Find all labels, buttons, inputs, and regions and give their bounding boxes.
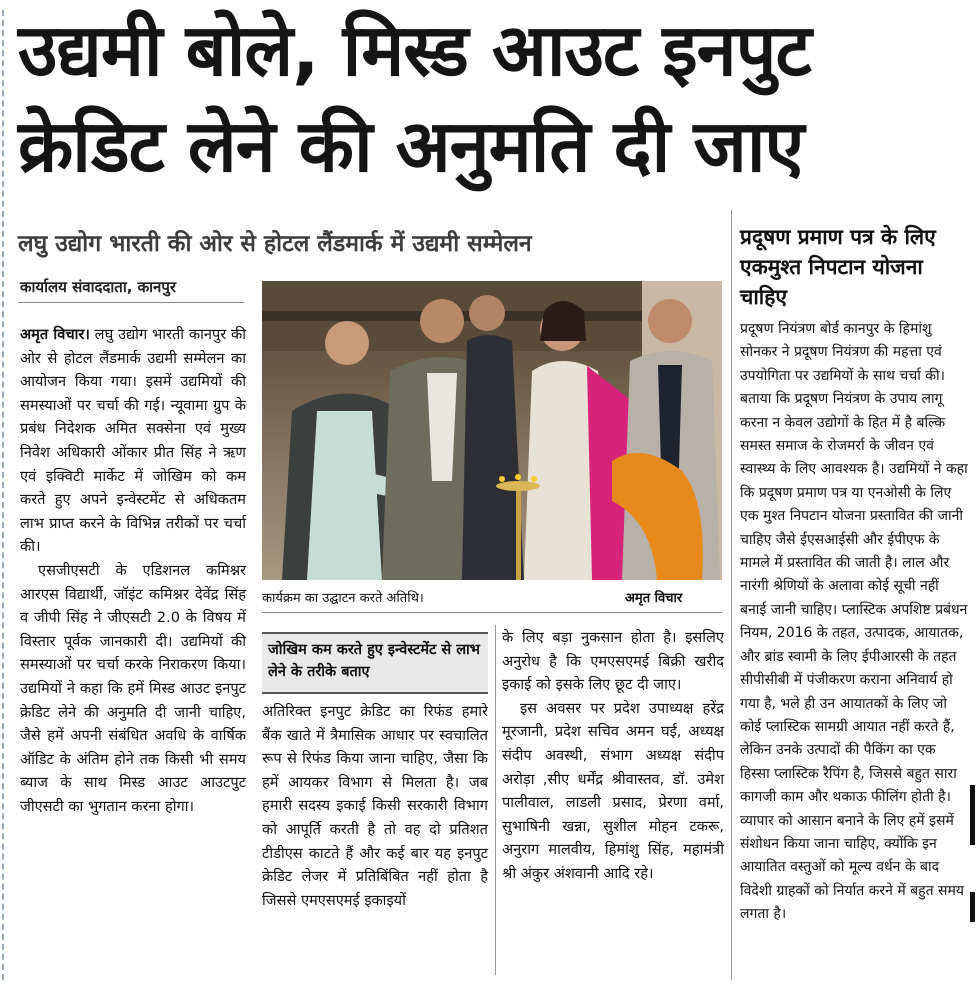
- edge-mark-1: [970, 785, 975, 845]
- column-divider: [495, 625, 496, 975]
- subheading-text: जोखिम कम करते हुए इन्वेस्टमेंट से लाभ लेने के तरीके बताए: [268, 642, 480, 680]
- sidebar-paragraph: प्रदूषण नियंत्रण बोर्ड कानपुर के हिमांशु सोनकर ने प्रदूषण नियंत्रण की महत्ता एवं उपयोगिता पर उद्यमियों के साथ चर्चा की। बताया कि प्रदूषण नियंत्रण के उपाय लागू करना न केवल उद्योगों के हित में है बल्कि समस्त समाज के रोजमर्रा के जीवन एवं स्वास्थ्य के लिए आवश्यक है। उद्यमियों ने कहा कि प्रदूषण प्रमाण पत्र या एनओसी के लिए एक मुश्त निपटान योजना प्रस्तावित की जानी चाहिए जैसे ईएसआईसी और ईपीएफ के मामले में प्रस्तावित की जाती है। लाल और नारंगी श्रेणियों के अलावा कोई सूची नहीं बनाई जानी चाहिए। प्लास्टिक अपशिष्ट प्रबंधन नियम, 2016 के तहत, उत्पादक, आयातक, और ब्रांड स्वामी के लिए ईपीआरसी के तहत सीपीसीबी में पंजीकरण कराना अनिवार्य हो गया है, भले ही उन आयातकों के लिए जो कोई प्लास्टिक सामग्री आयात नहीं करते हैं, लेकिन उनके उत्पादों की पैकिंग का एक हिस्सा प्लास्टिक रैपिंग है, जिससे बहुत सारा कागजी काम और थकाऊ फीलिंग होती है। व्यापार को आसान बनाने के लिए हमें इसमें संशोधन किया जाना चाहिए, क्योंकि इन आयातित वस्तुओं को मूल्य वर्धन के बाद विदेशी ग्राहकों को निर्यात करने में बहुत समय लगता है।: [740, 321, 968, 923]
- lamp-flame-2: [515, 474, 521, 480]
- photo-credit: अमृत विचार: [625, 591, 683, 606]
- article-paragraph-4: के लिए बड़ा नुकसान होता है। इसलिए अनुरोध है कि एमएसएमई बिक्री खरीद इकाई को इसके लिए छूट दी जाए।: [502, 629, 724, 694]
- headline-line-1: उद्यमी बोले, मिस्ड आउट इनपुट: [18, 8, 811, 92]
- edge-mark-2: [970, 892, 975, 922]
- lamp-stand: [516, 486, 521, 580]
- article-paragraph-2: एसजीएसटी के एडिशनल कमिश्नर आरएस विद्यार्थी, जॉइंट कमिश्नर देवेंद्र सिंह व जीपी सिंह ने जीएसटी 2.0 के विषय में विस्तार पूर्वक जानकारी दी। उद्यमियों की समस्याओं पर चर्चा करके निराकरण किया।उद्यमियों ने कहा कि हमें मिस्ड आउट इनपुट क्रेडिट लेने की अनुमति दी जानी चाहिए, जैसे हमें अपनी संबंधित अवधि के वार्षिक ऑडिट के अंतिम होने तक किसी भी समय ब्याज के साथ मिस्ड आउट आउटपुट जीएसटी का भुगतान करना होगा।: [20, 561, 246, 815]
- guest-5-head: [648, 299, 692, 343]
- headline-line-2: क्रेडिट लेने की अनुमति दी जाए: [18, 104, 804, 188]
- sidebar-divider: [731, 210, 732, 980]
- article-paragraph-5: इस अवसर पर प्रदेश उपाध्यक्ष हरेंद्र मूरजानी, प्रदेश सचिव अमन घई, अध्यक्ष संदीप अवस्थी, संभाग अध्यक्ष संदीप अरोड़ा ,सीए धर्मेंद्र श्रीवास्तव, डॉ. उमेश पालीवाल, लाडली प्रसाद, प्रेरणा वर्मा, सुभाषिनी खन्ना, सुशील मोहन टकरू, अनुराग मालवीय, हिमांशु सिंह, महामंत्री श्री अंकुर अंशवानी आदि रहे।: [502, 699, 724, 882]
- page-edge-marker: [2, 10, 4, 980]
- guest-2-shirt: [427, 373, 457, 481]
- photo-caption: कार्यक्रम का उद्घाटन करते अतिथि।: [262, 591, 424, 606]
- guest-1-shirt: [307, 411, 382, 580]
- lamp-flame-1: [499, 476, 505, 482]
- sidebar-title: प्रदूषण प्रमाण पत्र के लिए एकमुश्त निपटान योजना चाहिए: [740, 225, 936, 309]
- byline-rule: [18, 302, 244, 303]
- guest-1-head: [325, 321, 369, 365]
- event-photo: [262, 281, 722, 580]
- lamp-top: [496, 481, 540, 491]
- event-photo-illustration: [262, 281, 722, 580]
- article-column-2: [262, 700, 488, 912]
- article-paragraph-3: अतिरिक्त इनपुट क्रेडिट का रिफंड हमारे बैंक खाते में त्रैमासिक आधार पर स्वचालित रूप से रिफंड किया जाना चाहिए, जैसा कि हमें आयकर विभाग से मिलता है। जब हमारी सदस्य इकाई किसी सरकारी विभाग को आपूर्ति करती है तो वह दो प्रतिशत टीडीएस काटते हैं और कई बार यह इनपुट क्रेडिट लेजर में प्रतिबिंबित नहीं होता है जिससे एमएसएमई इकाइयों: [262, 703, 488, 909]
- caption-rule: [262, 612, 722, 613]
- article-column-3: [502, 626, 724, 886]
- sidebar-body: [740, 318, 968, 927]
- guest-3-suit: [462, 335, 524, 580]
- byline: कार्यालय संवाददाता, कानपुर: [20, 278, 177, 296]
- article-column-1: [20, 323, 246, 818]
- guest-2-head: [420, 299, 464, 343]
- guest-3-head: [469, 295, 505, 331]
- article-paragraph-1: [20, 323, 246, 559]
- lamp-flame-3: [531, 476, 537, 482]
- article-paragraph-1-text: लघु उद्योग भारती कानपुर की ओर से होटल लैंडमार्क उद्यमी सम्मेलन का आयोजन किया गया। इसमें उद्यमियों की समस्याओं पर चर्चा की गई। न्यूवामा ग्रुप के प्रबंध निदेशक अमित सक्सेना एवं मुख्य निवेश अधिकारी ओंकार प्रीत सिंह ने ऋण एवं इक्विटी मार्केट में जोखिम को कम करते हुए अपने इन्वेस्टमेंट से अधिकतम लाभ प्राप्त करने के विभिन्न तरीकों पर चर्चा की।: [20, 326, 246, 556]
- dateline: अमृत विचार।: [20, 326, 90, 343]
- subheading-box: [262, 632, 488, 694]
- subheadline: लघु उद्योग भारती की ओर से होटल लैंडमार्क में उद्यमी सम्मेलन: [18, 231, 532, 257]
